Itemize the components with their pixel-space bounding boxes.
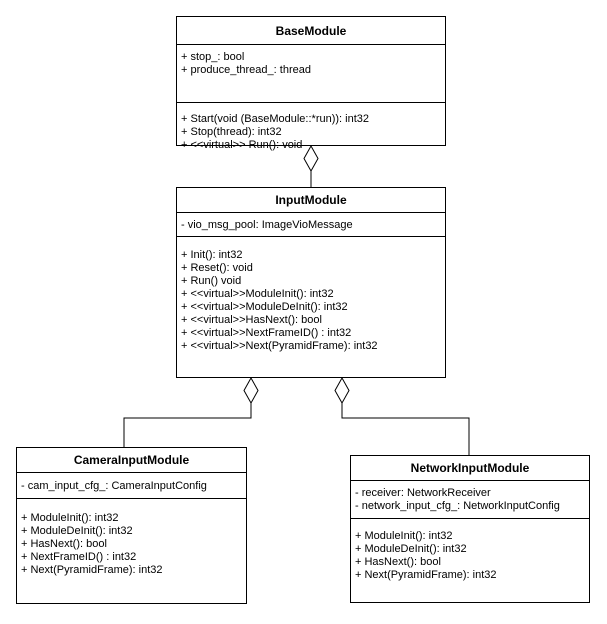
method: + ModuleInit(): int32: [355, 530, 453, 542]
attributes-section: [177, 45, 445, 103]
attribute: + produce_thread_: thread: [181, 64, 311, 76]
method: + <<virtual>>NextFrameID() : int32: [181, 327, 352, 339]
method: + Start(void (BaseModule::*run)): int32: [181, 113, 370, 125]
attribute: + stop_: bool: [181, 51, 245, 63]
attributes-section: [17, 473, 246, 499]
class-network-input-module[interactable]: [350, 455, 590, 603]
attribute: - network_input_cfg_: NetworkInputConfig: [355, 500, 560, 512]
methods-section: [17, 499, 246, 577]
aggregation-diamond-icon: [244, 378, 258, 403]
method: + Stop(thread): int32: [181, 126, 282, 138]
aggregation-input-network: [335, 378, 469, 455]
class-name: NetworkInputModule: [351, 456, 589, 481]
method: + ModuleDeInit(): int32: [355, 543, 467, 555]
method: + <<virtual>>ModuleDeInit(): int32: [181, 301, 348, 313]
class-name: BaseModule: [177, 17, 445, 45]
class-name: CameraInputModule: [17, 448, 246, 473]
aggregation-base-input: [304, 146, 318, 187]
aggregation-input-camera: [124, 378, 258, 447]
method: + <<virtual>> Run(): void: [181, 139, 303, 151]
class-input-module[interactable]: [176, 187, 446, 378]
method: + Next(PyramidFrame): int32: [355, 569, 497, 581]
aggregation-diamond-icon: [335, 378, 349, 403]
method: + Reset(): void: [181, 262, 253, 274]
attributes-section: [351, 481, 589, 519]
method: + <<virtual>>Next(PyramidFrame): int32: [181, 340, 378, 352]
method: + Init(): int32: [181, 249, 243, 261]
method: + <<virtual>>HasNext(): bool: [181, 314, 322, 326]
class-base-module[interactable]: [176, 16, 446, 151]
attribute: - cam_input_cfg_: CameraInputConfig: [21, 480, 207, 492]
attribute: - receiver: NetworkReceiver: [355, 487, 491, 499]
method: + HasNext(): bool: [355, 556, 441, 568]
class-camera-input-module[interactable]: [16, 447, 247, 604]
method: + HasNext(): bool: [21, 538, 107, 550]
method: + ModuleInit(): int32: [21, 512, 119, 524]
method: + NextFrameID() : int32: [21, 551, 137, 563]
method: + Run() void: [181, 275, 242, 287]
methods-section: [351, 519, 589, 582]
method: + ModuleDeInit(): int32: [21, 525, 133, 537]
methods-section: [177, 103, 445, 152]
method: + <<virtual>>ModuleInit(): int32: [181, 288, 334, 300]
methods-section: [177, 237, 445, 353]
class-name: InputModule: [177, 188, 445, 213]
method: + Next(PyramidFrame): int32: [21, 564, 163, 576]
attributes-section: [177, 213, 445, 237]
attribute: - vio_msg_pool: ImageVioMessage: [181, 219, 353, 231]
